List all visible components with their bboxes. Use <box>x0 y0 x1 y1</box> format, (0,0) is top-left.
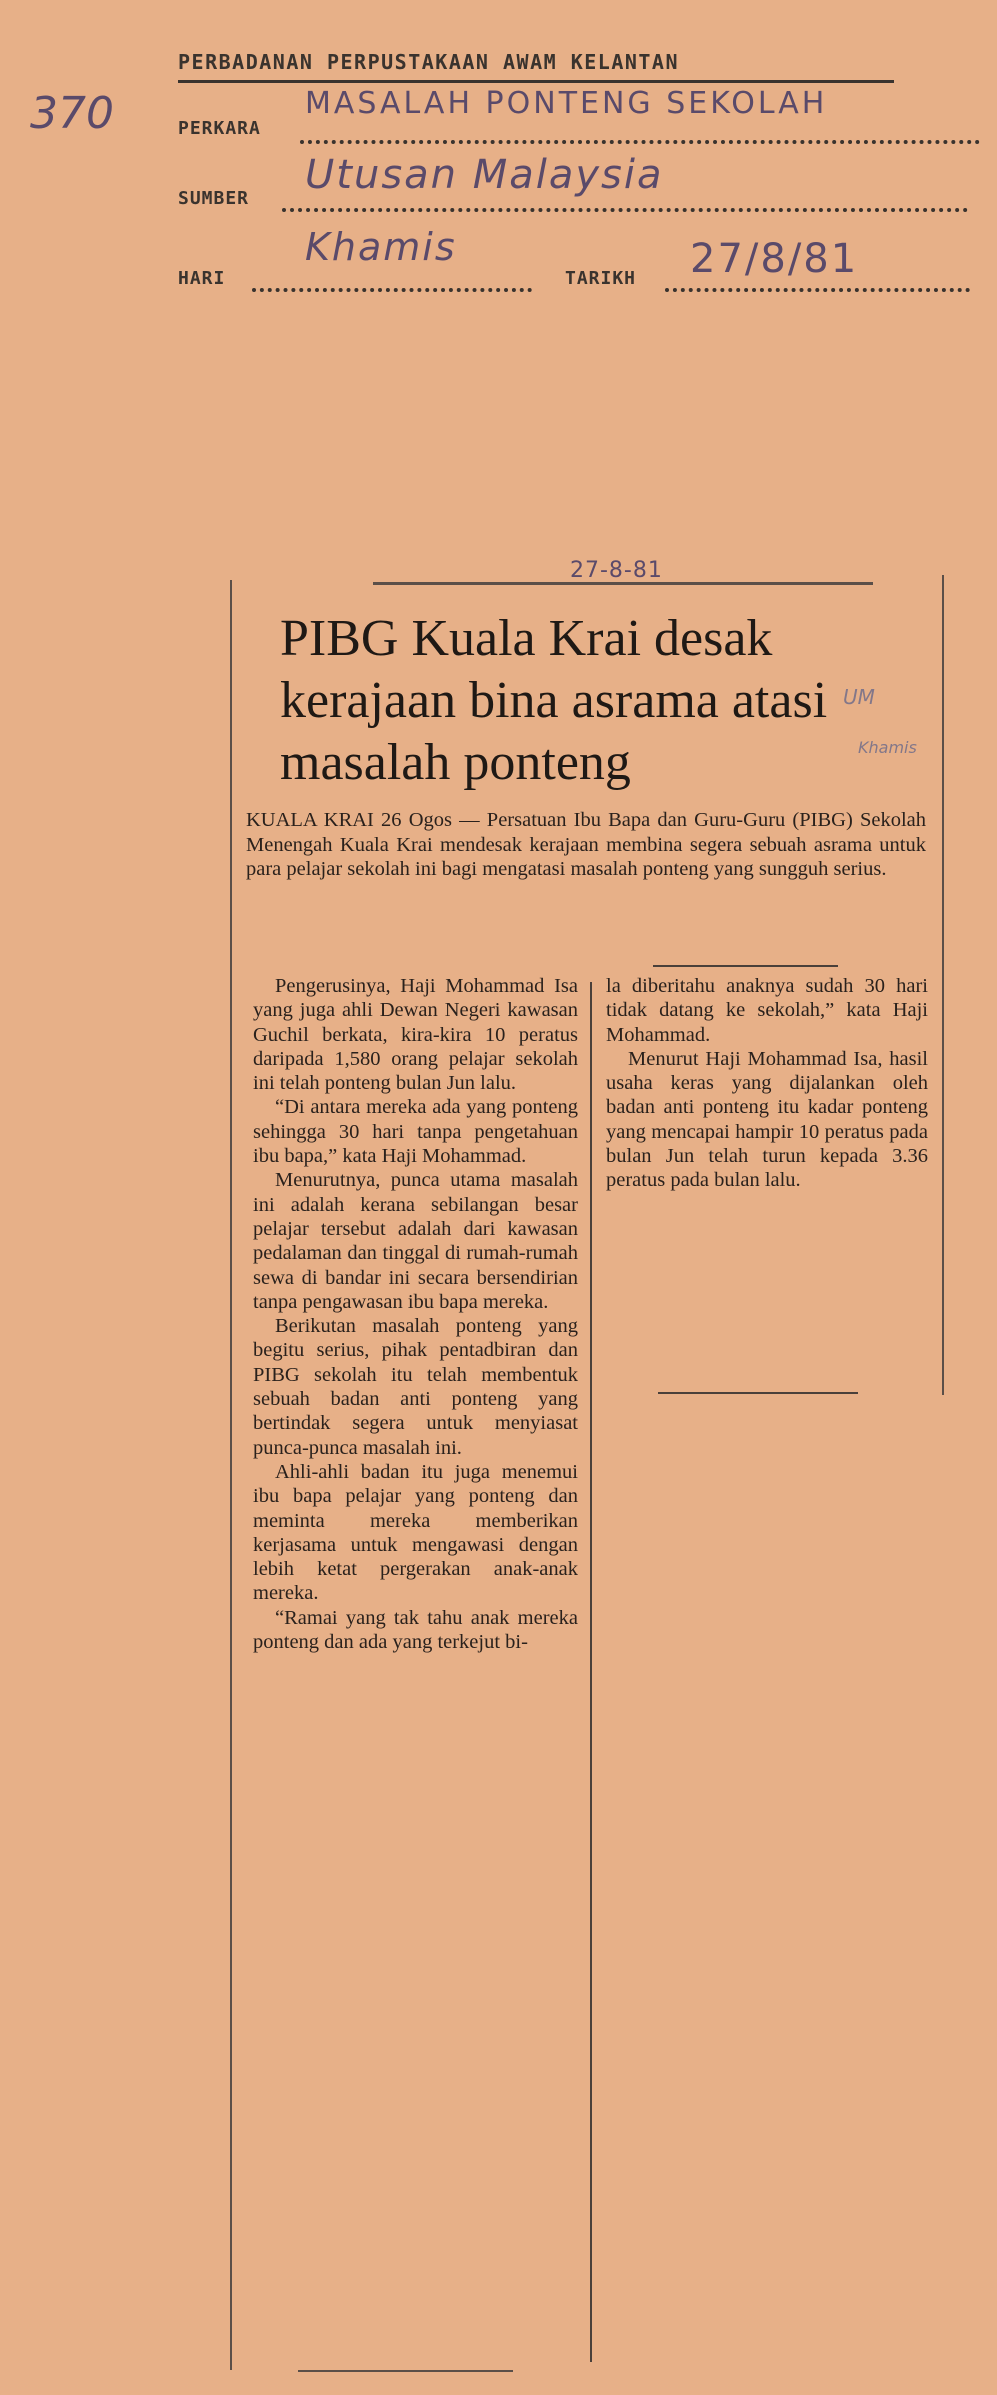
sumber-label: SUMBER <box>178 188 250 209</box>
left-paragraph-3: Menurutnya, punca utama masalah ini adalah kerana sebilangan besar pelajar tersebut adalah dari kawasan pedalaman dan tinggal di rumah-rumah sewa di bandar ini secara bersendirian tanpa pengawasan ibu bapa mereka. <box>253 1169 578 1313</box>
newspaper-clipping <box>228 558 948 2378</box>
column-divider <box>590 982 592 2362</box>
header-underline <box>178 80 894 83</box>
hari-value: Khamis <box>305 225 457 269</box>
sumber-value: Utusan Malaysia <box>305 152 664 198</box>
left-paragraph-1: Pengerusinya, Haji Mohammad Isa yang juga ahli Dewan Negeri kawasan Guchil berkata, kira-kira 10 peratus daripada 1,580 orang pelajar sekolah ini telah ponteng bulan Jun lalu. <box>253 975 578 1095</box>
article-headline: PIBG Kuala Krai desak kerajaan bina asrama atasi masalah ponteng <box>280 610 828 791</box>
left-paragraph-2: “Di antara mereka ada yang ponteng sehingga 30 hari tanpa pengetahuan ibu bapa,” kata Haji Mohammad. <box>253 1096 578 1168</box>
date-annotation: 27-8-81 <box>570 558 663 583</box>
article-lead: KUALA KRAI 26 Ogos — Persatuan Ibu Bapa dan Guru-Guru (PIBG) Sekolah Menengah Kuala Krai mendesak kerajaan membina segera sebuah asrama untuk para pelajar sekolah ini bagi mengatasi masalah ponteng yang sungguh serius. <box>246 809 926 880</box>
perkara-dots <box>300 140 980 144</box>
sumber-dots <box>282 208 968 212</box>
perkara-label: PERKARA <box>178 118 261 139</box>
tarikh-value: 27/8/81 <box>690 236 859 282</box>
perkara-value: MASALAH PONTENG SEKOLAH <box>305 86 828 121</box>
right-column-end-rule <box>658 1392 858 1394</box>
left-paragraph-4: Berikutan masalah ponteng yang begitu serius, pihak pentadbiran dan PIBG sekolah itu telah membentuk sebuah badan anti ponteng yang bertindak segera untuk menyiasat punca-punca masalah ini. <box>253 1315 578 1459</box>
left-column <box>253 974 578 1654</box>
right-column <box>606 974 928 1193</box>
left-paragraph-6: “Ramai yang tak tahu anak mereka ponteng dan ada yang terkejut bi- <box>253 1606 578 1654</box>
right-paragraph-2: Menurut Haji Mohammad Isa, hasil usaha keras yang dijalankan oleh badan anti ponteng itu kadar ponteng yang mencapai hampir 10 peratus pada bulan Jun telah turun kepada 3.36 peratus pada bulan lalu. <box>606 1047 928 1192</box>
stamp-khamis: Khamis <box>858 738 917 757</box>
left-paragraph-5: Ahli-ahli badan itu juga menemui ibu bapa pelajar yang ponteng dan meminta mereka memberikan kerjasama untuk mengawasi dengan lebih ketat pergerakan anak-anak mereka. <box>253 1460 578 1605</box>
clipping-left-edge <box>230 580 232 2370</box>
institution-name: PERBADANAN PERPUSTAKAAN AWAM KELANTAN <box>178 50 680 74</box>
lead-separator <box>653 965 838 967</box>
hari-dots <box>252 288 532 292</box>
stamp-um: UM <box>843 685 875 709</box>
file-number: 370 <box>30 88 114 139</box>
tarikh-label: TARIKH <box>565 268 637 289</box>
tarikh-dots <box>665 288 970 292</box>
hari-label: HARI <box>178 268 226 289</box>
clipping-right-edge <box>942 575 944 1395</box>
right-paragraph-1: la diberitahu anaknya sudah 30 hari tidak datang ke sekolah,” kata Haji Mohammad. <box>606 975 928 1046</box>
clipping-bottom-rule <box>298 2370 513 2372</box>
